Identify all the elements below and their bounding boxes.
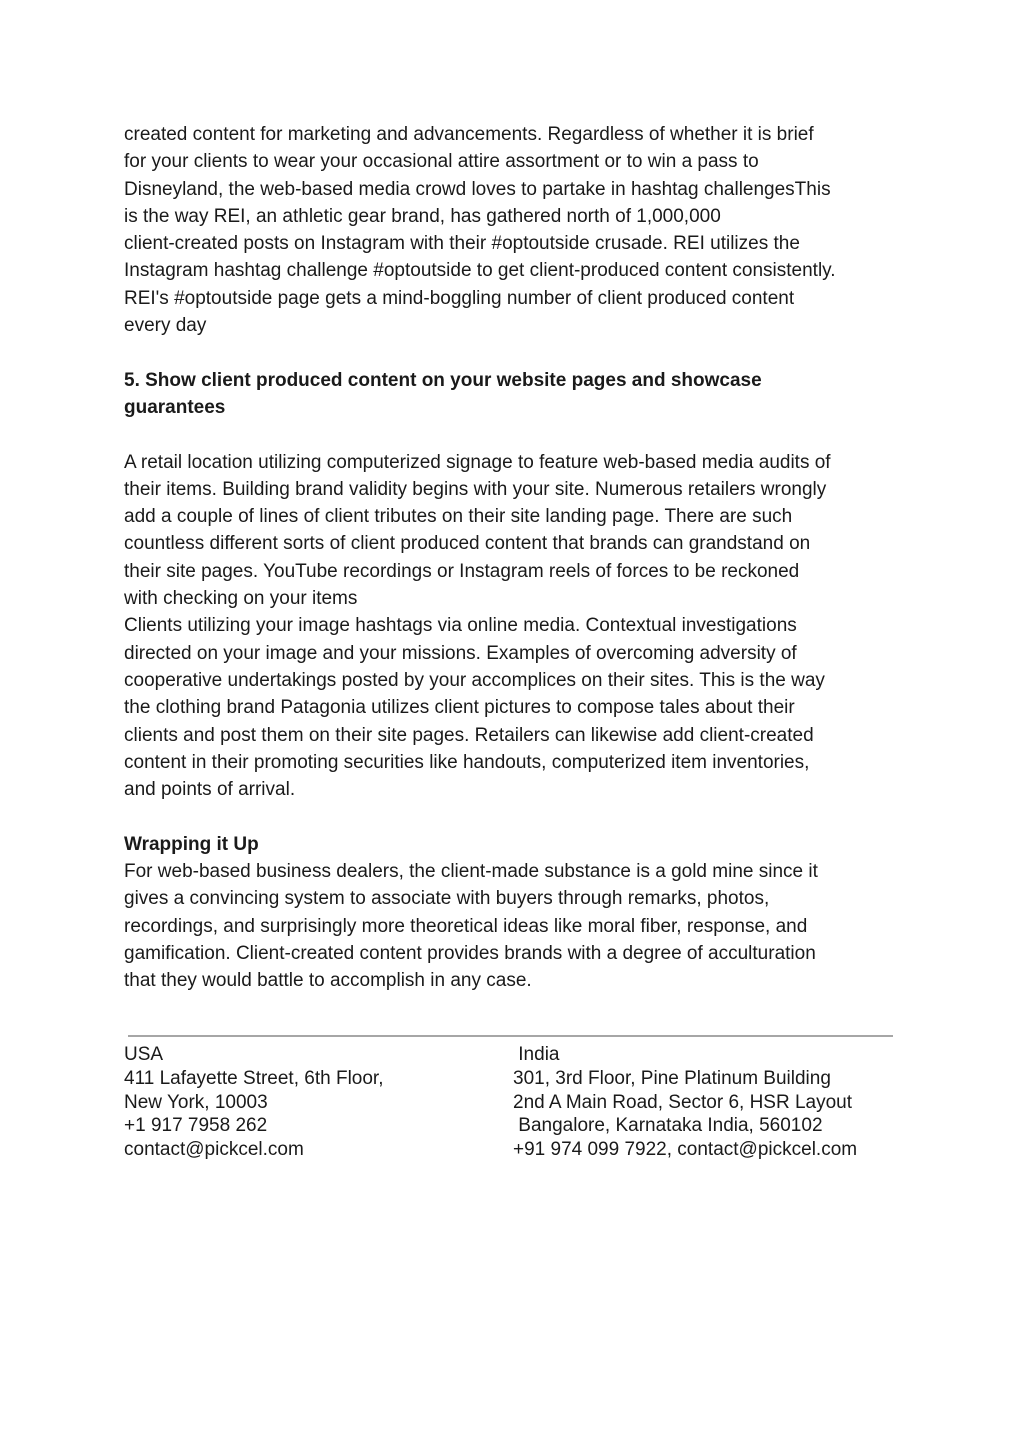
text-line: directed on your image and your missions. Examples of overcoming adversity of [124, 642, 797, 664]
footer-address-line: 301, 3rd Floor, Pine Platinum Building [513, 1067, 831, 1089]
spacer [124, 339, 904, 366]
wrap-up-section [124, 831, 904, 995]
footer-country: USA [124, 1044, 164, 1065]
text-line: client-created posts on Instagram with their #optoutside crusade. REI utilizes the [124, 233, 800, 255]
text-line: A retail location utilizing computerized signage to feature web-based media audits of [124, 451, 831, 473]
document-body [124, 121, 904, 995]
text-line: Disneyland, the web-based media crowd loves to partake in hashtag challengesThis [124, 178, 831, 200]
text-line: with checking on your items [124, 588, 358, 610]
text-line: their items. Building brand validity begins with your site. Numerous retailers wrongly [124, 478, 827, 500]
spacer [124, 803, 904, 830]
footer-address-line: 2nd A Main Road, Sector 6, HSR Layout [513, 1091, 853, 1113]
text-line: For web-based business dealers, the client-made substance is a gold mine since it [124, 861, 818, 883]
heading-line: guarantees [124, 396, 226, 418]
text-line: the clothing brand Patagonia utilizes client pictures to compose tales about their [124, 697, 795, 719]
footer-email: contact@pickcel.com [124, 1139, 304, 1161]
text-line: their site pages. YouTube recordings or Instagram reels of forces to be reckoned [124, 560, 800, 582]
text-line: for your clients to wear your occasional attire assortment or to win a pass to [124, 151, 759, 173]
footer-address-line: Bangalore, Karnataka India, 560102 [513, 1115, 823, 1137]
text-line: cooperative undertakings posted by your accomplices on their sites. This is the way [124, 669, 825, 691]
text-line: add a couple of lines of client tributes on their site landing page. There are such [124, 506, 793, 528]
text-line: countless different sorts of client produced content that brands can grandstand on [124, 533, 811, 555]
footer-address-line: 411 Lafayette Street, 6th Floor, [124, 1067, 384, 1089]
footer-usa-address [124, 1043, 383, 1162]
text-line: gamification. Client-created content provides brands with a degree of acculturation [124, 942, 816, 964]
text-line: clients and post them on their site pages. Retailers can likewise add client-created [124, 724, 814, 746]
heading-line: 5. Show client produced content on your website pages and showcase [124, 369, 762, 391]
section-5-paragraph [124, 449, 904, 804]
text-line: content in their promoting securities like handouts, computerized item inventories, [124, 751, 810, 773]
wrap-up-heading: Wrapping it Up [124, 833, 259, 855]
footer-divider [128, 1035, 893, 1037]
intro-paragraph [124, 121, 904, 339]
footer-phone: +1 917 7958 262 [124, 1115, 268, 1137]
text-line: REI's #optoutside page gets a mind-boggling number of client produced content [124, 287, 795, 309]
section-5-heading [124, 367, 904, 422]
text-line: Clients utilizing your image hashtags via online media. Contextual investigations [124, 615, 797, 637]
footer-contact: +91 974 099 7922, contact@pickcel.com [513, 1139, 858, 1161]
footer-address-line: New York, 10003 [124, 1091, 268, 1113]
spacer [124, 421, 904, 448]
footer-india-address [513, 1043, 857, 1162]
footer-country: India [513, 1044, 560, 1065]
text-line: and points of arrival. [124, 779, 296, 801]
text-line: is the way REI, an athletic gear brand, has gathered north of 1,000,000 [124, 205, 721, 227]
text-line: that they would battle to accomplish in any case. [124, 970, 532, 992]
text-line: recordings, and surprisingly more theoretical ideas like moral fiber, response, and [124, 915, 808, 937]
text-line: every day [124, 315, 207, 337]
text-line: created content for marketing and advancements. Regardless of whether it is brief [124, 124, 814, 145]
text-line: Instagram hashtag challenge #optoutside to get client-produced content consistently. [124, 260, 836, 282]
text-line: gives a convincing system to associate with buyers through remarks, photos, [124, 888, 770, 910]
